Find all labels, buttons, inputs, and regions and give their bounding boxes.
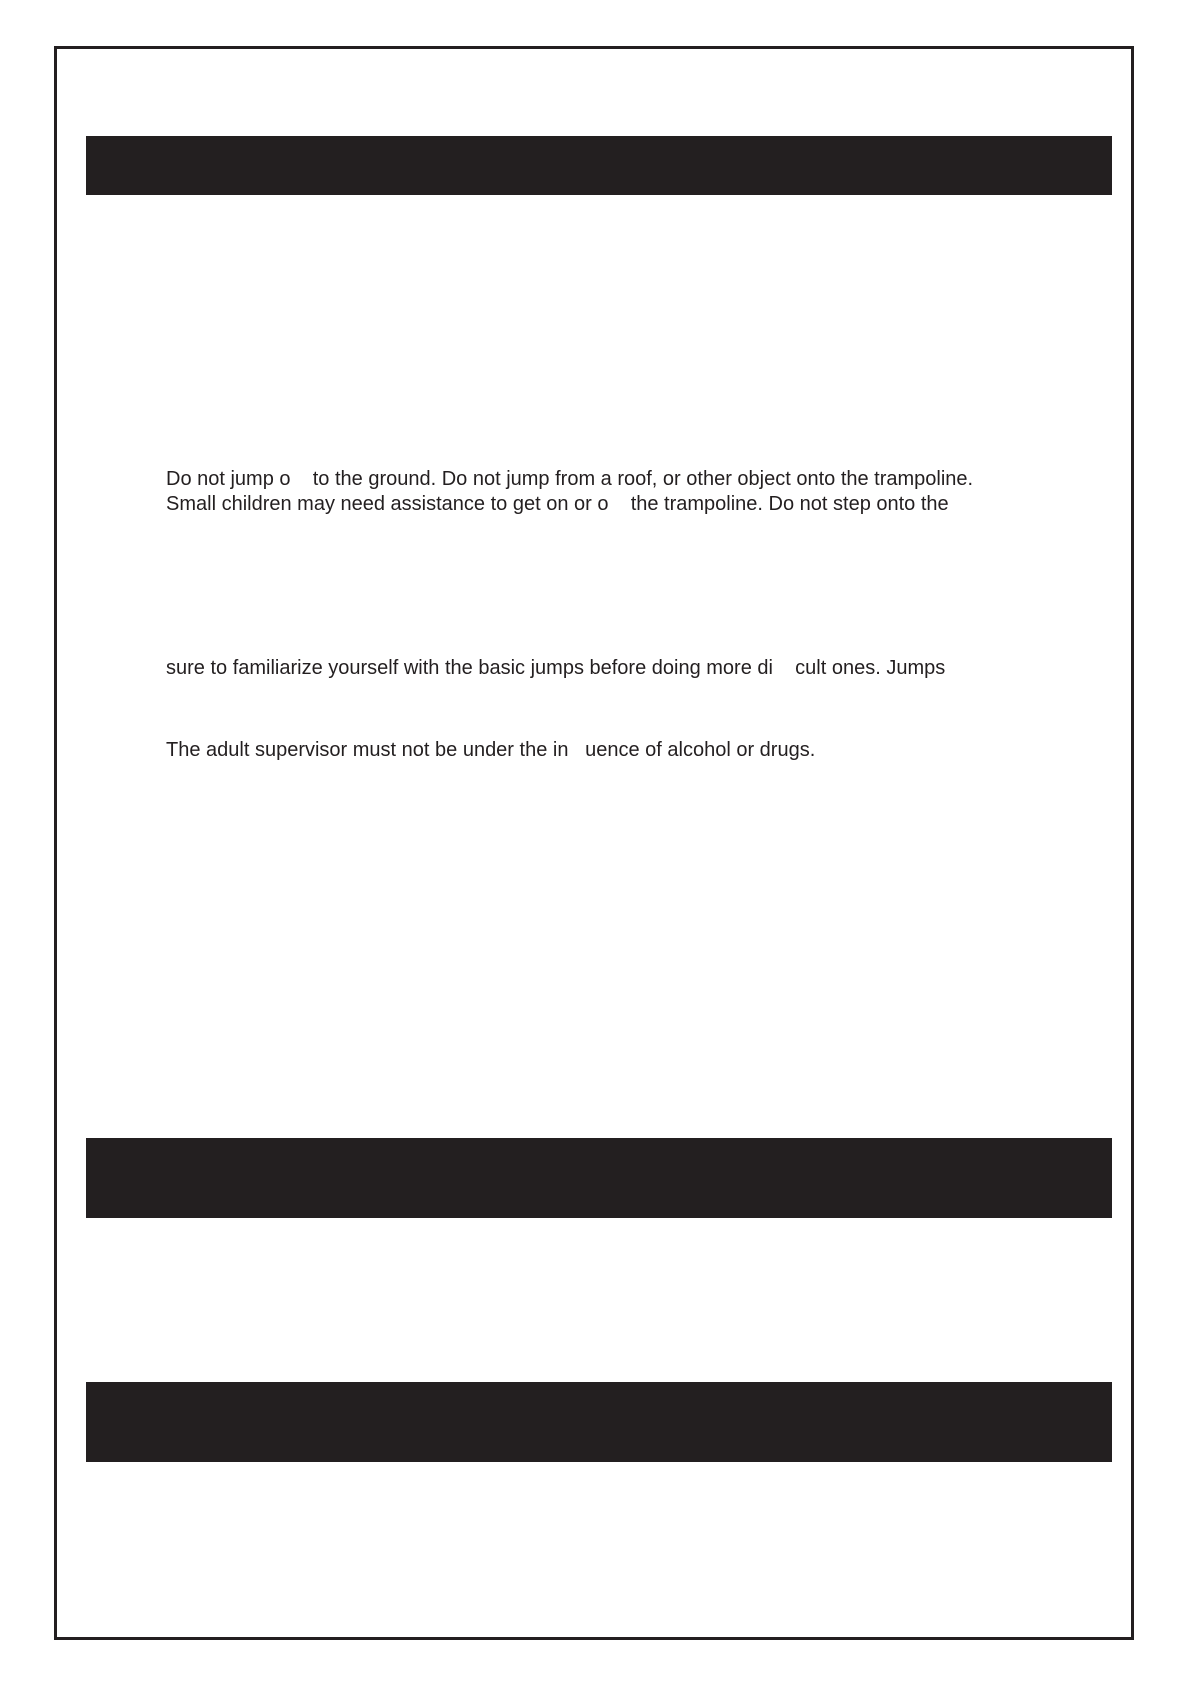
body-text-line-1: Do not jump o to the ground. Do not jump from a roof, or other object onto the trampoline. (166, 468, 974, 490)
body-text-line-3: sure to familiarize yourself with the basic jumps before doing more di cult ones. Jumps (166, 657, 946, 679)
body-text-line-2: Small children may need assistance to get on or o the trampoline. Do not step onto the (166, 493, 949, 515)
section-header-bar-middle (86, 1138, 1112, 1218)
section-header-bar-bottom (86, 1382, 1112, 1462)
body-text-line-4: The adult supervisor must not be under the in uence of alcohol or drugs. (166, 739, 816, 761)
section-header-bar-top (86, 136, 1112, 195)
